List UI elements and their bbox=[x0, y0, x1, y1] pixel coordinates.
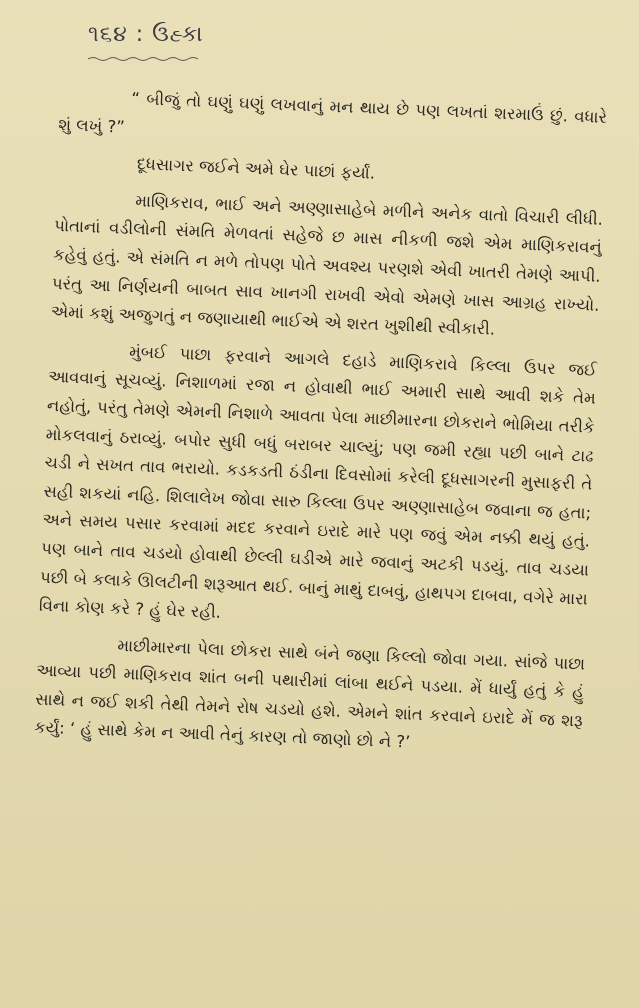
paragraph-fort-visit: મુંબઈ પાછા ફરવાને આગલે દહાડે માણિકરાવે કિલ્લા ઉપર જઈ આવવાનું સૂચવ્યું. નિશાળમાં રજા ન હોવાથી ભાઈ અમારી સાથે આવી શકે તેમ નહોતું, પરંતુ તેમણે એમની નિશાળે આવતા પેલા માછીમારના છોકરાને ભોમિયા તરીકે મોકલવાનું ઠરાવ્યું. બપોર સુધી બધું બરાબર ચાલ્યું; પણ જમી રહ્યા પછી બાને ટાઢ ચડી ને સખત તાવ ભરાયો. કડકડતી ઠંડીના દિવસોમાં કરેલી દૂધસાગરની મુસાફરી તે સહી શકયાં નહિ. શિલાલેખ જોવા સારુ કિલ્લા ઉપર અણ્ણાસાહેબ જવાના જ હતા; અને સમય પસાર કરવામાં મદદ કરવાને ઇરાદે મારે પણ જવું એમ નક્કી થયું હતું. પણ બાને તાવ ચડયો હોવાથી છેલ્લી ઘડીએ મારે જવાનું અટકી પડયું. તાવ ચડયા પછી બે કલાકે ઊલટીની શરૂઆત થઈ. બાનું માથું દાબવું, હાથપગ દાબવા, વગેરે મારા વિના કોણ કરે ? હું ઘેર રહી. bbox=[38, 341, 598, 622]
paragraph-discussion: માણિકરાવ, ભાઈ અને અણ્ણાસાહેબે મળીને અનેક વાતો વિચારી લીધી. પોતાનાં વડીલોની સંમતિ મેળવતાં સહેજે છ માસ નીકળી જશે એમ માણિકરાવનું કહેવું હતું. એ સંમતિ ન મળે તોપણ પોતે અવશ્ય પરણશે એવી ખાતરી તેમણે આપી. પરંતુ આ નિર્ણયની બાબત સાવ ખાનગી રાખવી એવો એમણે ખાસ આગ્રહ રાખ્યો. એમાં કશું અજુગતું ન જણાયાથી ભાઈએ એ શરત ખુશીથી સ્વીકારી. bbox=[50, 190, 604, 339]
body-text bbox=[33, 82, 607, 773]
wavy-rule bbox=[88, 56, 198, 62]
paragraph-letter-closing: “ બીજું તો ઘણું ઘણું લખવાનું મન થાય છે પણ લખતાં શરમાઉં છું. વધારે શું લખું ?” bbox=[57, 88, 608, 137]
running-head: ૧૬૪ : ઉહ્કા bbox=[88, 22, 204, 47]
paragraph-evening: માછીમારના પેલા છોકરા સાથે બંને જણા કિલ્લો જોવા ગયા. સાંજે પાછા આવ્યા પછી માણિકરાવ શાંત બની પથારીમાં લાંબા થઈને પડયા. મેં ધાર્યું હતું કે હું સાથે ન જઈ શકી તેથી તેમને રોષ ચડયો હશે. એમને શાંત કરવાને ઇરાદે મેં જ શરૂ કર્યું: ‘ હું સાથે કેમ ન આવી તેનું કારણ તો જાણો છો ને ?’ bbox=[33, 635, 586, 753]
paragraph-return: દૂધસાગર જઈને અમે ઘેર પાછાં ફર્યાં. bbox=[136, 154, 376, 183]
